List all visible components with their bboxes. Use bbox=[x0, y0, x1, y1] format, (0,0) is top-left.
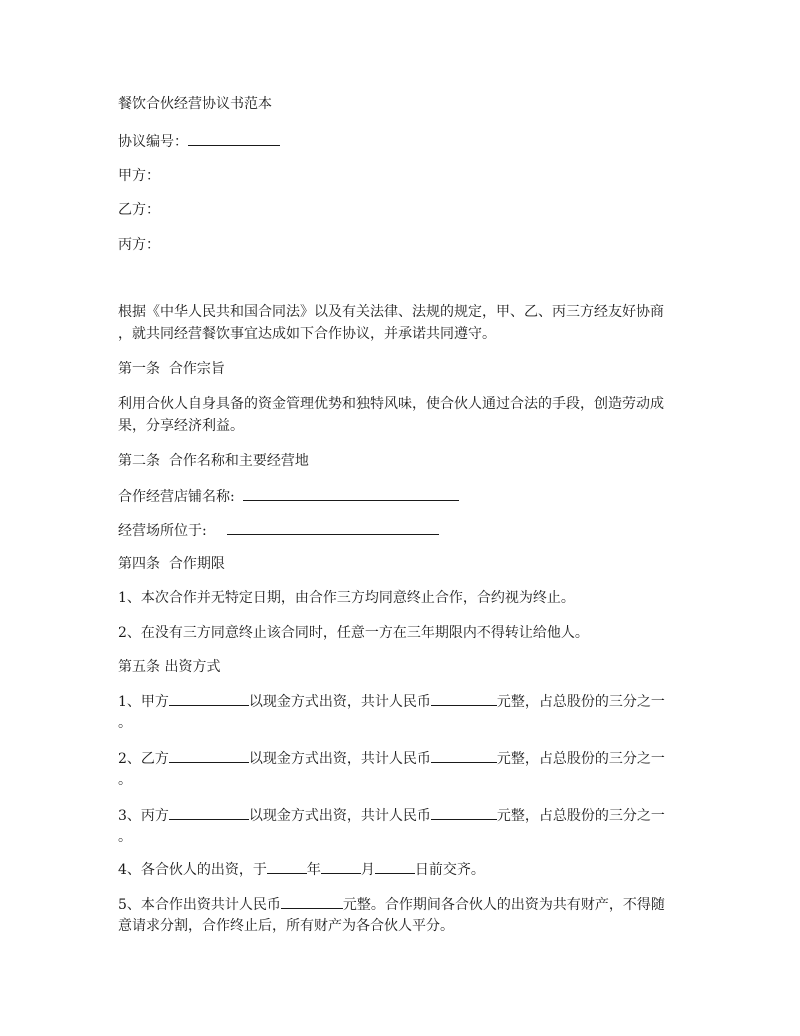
article-1-heading: 第一条 合作宗旨 bbox=[118, 361, 225, 377]
party-c-amount-blank[interactable] bbox=[431, 805, 497, 820]
contribution-end-text: 元整，占总股份的三分之一 bbox=[496, 808, 665, 824]
contribution-party-c-line bbox=[118, 805, 665, 826]
store-name-label: 合作经营店铺名称: bbox=[118, 489, 235, 505]
term-item-2: 2、在没有三方同意终止该合同时，任意一方在三年期限内不得转让给他人。 bbox=[118, 625, 589, 641]
total-prefix: 5、本合作出资共计人民币 bbox=[118, 897, 281, 913]
agreement-number-line bbox=[118, 131, 280, 152]
deadline-year-blank[interactable] bbox=[267, 859, 307, 874]
contribution-prefix: 3、丙方 bbox=[118, 808, 169, 824]
total-contribution-line-1 bbox=[118, 894, 665, 915]
deadline-day-blank[interactable] bbox=[375, 859, 415, 874]
total-contribution-line-2: 意请求分割，合作终止后，所有财产为各合伙人平分。 bbox=[118, 918, 454, 934]
contribution-end-text: 元整，占总股份的三分之一 bbox=[496, 751, 665, 767]
article-2-heading: 第二条 合作名称和主要经营地 bbox=[118, 453, 309, 469]
deadline-prefix: 4、各合伙人的出资，于 bbox=[118, 862, 267, 878]
agreement-number-label: 协议编号： bbox=[118, 134, 188, 150]
contribution-wrap: 。 bbox=[118, 829, 132, 845]
contribution-wrap: 。 bbox=[118, 715, 132, 731]
deadline-month-blank[interactable] bbox=[321, 859, 361, 874]
article-4-heading: 第四条 合作期限 bbox=[118, 556, 225, 572]
contribution-party-a-line bbox=[118, 691, 665, 712]
business-site-line bbox=[118, 520, 439, 541]
contribution-wrap: 。 bbox=[118, 772, 132, 788]
preamble-line-1: 根据《中华人民共和国合同法》以及有关法律、法规的规定，甲、乙、丙三方经友好协商 bbox=[118, 304, 664, 320]
agreement-number-blank[interactable] bbox=[188, 131, 280, 146]
contribution-party-b-line bbox=[118, 748, 665, 769]
party-b-amount-blank[interactable] bbox=[431, 748, 497, 763]
party-b-label: 乙方： bbox=[118, 202, 160, 218]
business-site-label: 经营场所位于: bbox=[118, 523, 207, 539]
total-suffix: 元整。合作期间各合伙人的出资为共有财产，不得随 bbox=[342, 897, 665, 913]
party-a-amount-blank[interactable] bbox=[431, 691, 497, 706]
contribution-middle-text: 以现金方式出资，共计人民币 bbox=[248, 751, 431, 767]
store-name-line bbox=[118, 486, 459, 507]
contribution-prefix: 1、甲方 bbox=[118, 694, 169, 710]
article-1-line-2: 果，分享经济利益。 bbox=[118, 418, 244, 434]
total-amount-blank[interactable] bbox=[281, 894, 343, 909]
contribution-middle-text: 以现金方式出资，共计人民币 bbox=[248, 694, 431, 710]
party-a-name-blank[interactable] bbox=[169, 691, 249, 706]
business-site-blank[interactable] bbox=[227, 520, 439, 535]
contribution-deadline-line bbox=[118, 859, 485, 880]
year-label: 年 bbox=[306, 862, 321, 878]
article-1-line-1: 利用合伙人自身具备的资金管理优势和独特风味，使合伙人通过合法的手段，创造劳动成 bbox=[118, 396, 664, 412]
preamble-line-2: ，就共同经营餐饮事宜达成如下合作协议，并承诺共同遵守。 bbox=[118, 326, 496, 342]
party-b-name-blank[interactable] bbox=[169, 748, 249, 763]
party-a-label: 甲方： bbox=[118, 168, 160, 184]
contribution-prefix: 2、乙方 bbox=[118, 751, 169, 767]
contribution-middle-text: 以现金方式出资，共计人民币 bbox=[248, 808, 431, 824]
contribution-end-text: 元整，占总股份的三分之一 bbox=[496, 694, 665, 710]
document-title: 餐饮合伙经营协议书范本 bbox=[118, 96, 272, 112]
term-item-1: 1、本次合作并无特定日期，由合作三方均同意终止合作，合约视为终止。 bbox=[118, 590, 575, 606]
party-c-label: 丙方： bbox=[118, 237, 160, 253]
article-5-heading: 第五条 出资方式 bbox=[118, 659, 221, 675]
store-name-blank[interactable] bbox=[243, 486, 459, 501]
deadline-suffix: 日前交齐。 bbox=[414, 862, 485, 878]
month-label: 月 bbox=[360, 862, 375, 878]
party-c-name-blank[interactable] bbox=[169, 805, 249, 820]
